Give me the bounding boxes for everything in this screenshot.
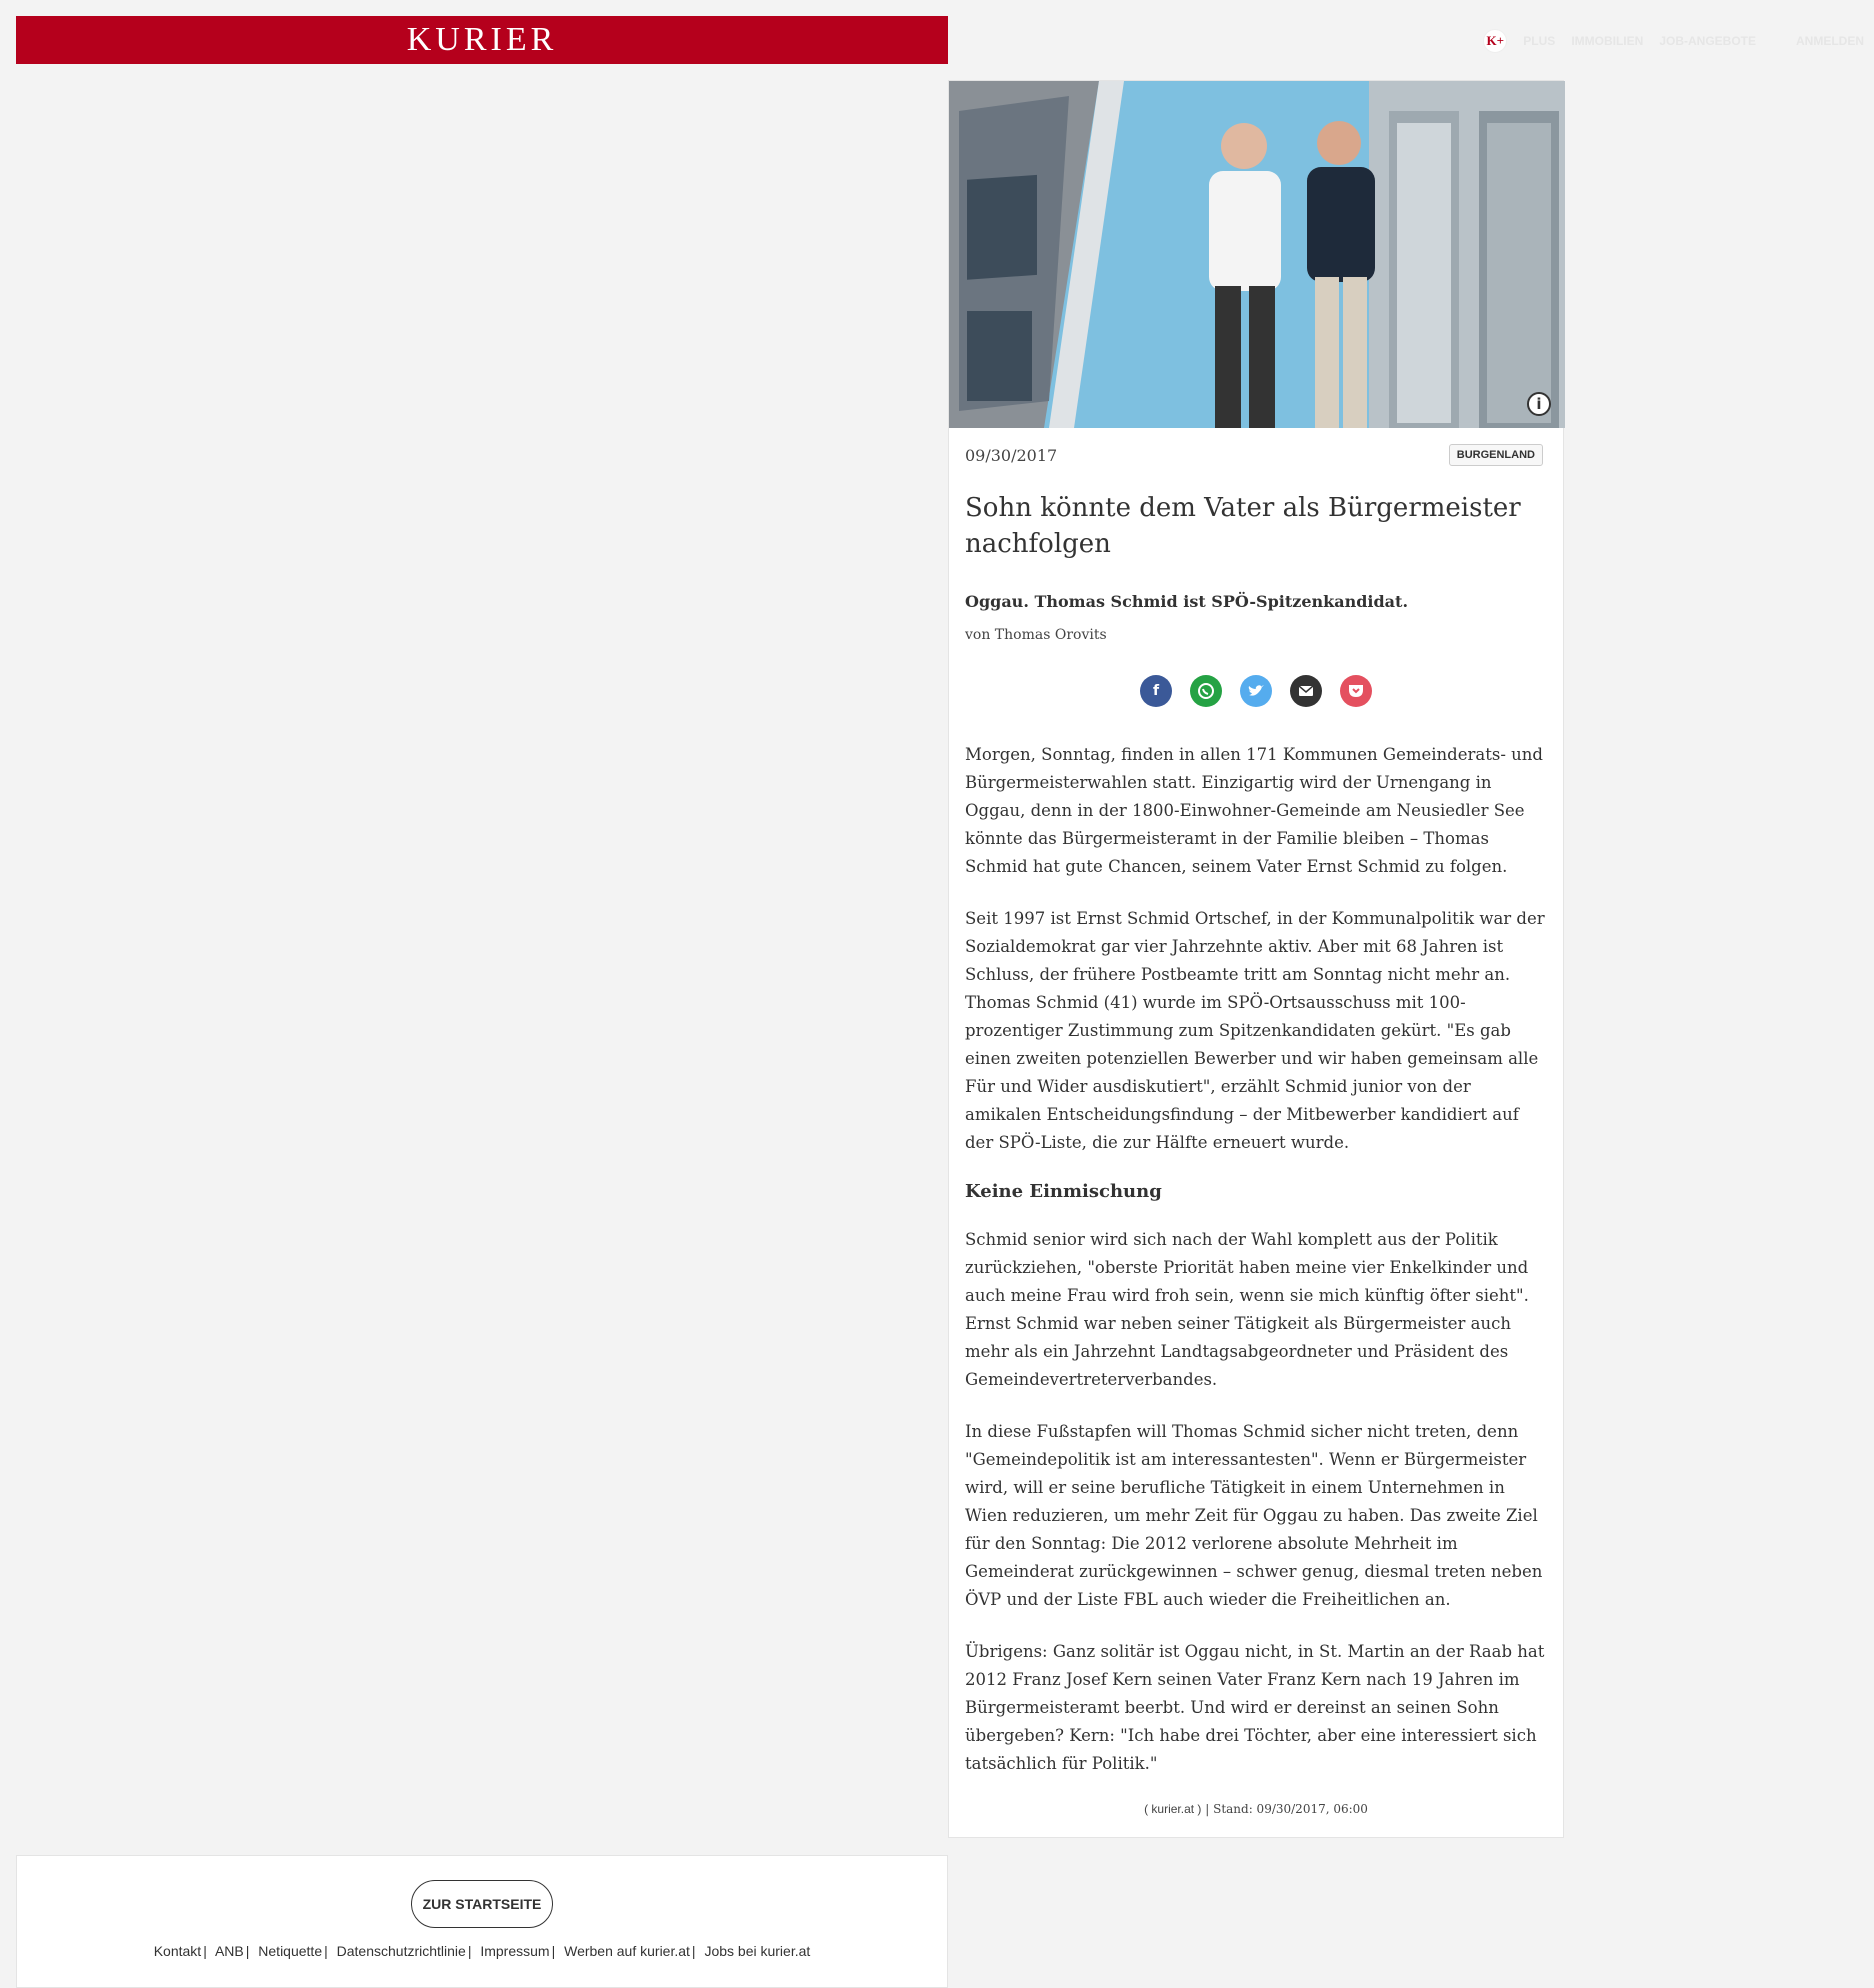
footer-link-anb[interactable]: ANB bbox=[214, 1943, 244, 1959]
article-date: 09/30/2017 bbox=[965, 445, 1058, 465]
top-navigation bbox=[1483, 26, 1864, 56]
footer-links: Kontakt | ANB | Netiquette | Datenschutzrichtlinie | Impressum | Werben auf kurier.at | Jobs bei kurier.at bbox=[153, 1943, 811, 1959]
pocket-icon[interactable] bbox=[1340, 675, 1372, 707]
article-meta bbox=[949, 444, 1563, 466]
article-paragraph: In diese Fußstapfen will Thomas Schmid sicher nicht treten, denn "Gemeindepolitik ist am interessantesten". Wenn er Bürgermeister wird, will er seine berufliche Tätigkeit in einem Unternehmen in Wien reduzieren, um mehr Zeit für Oggau zu haben. Das zweite Ziel für den Sonntag: Die 2012 verlorene absolute Mehrheit im Gemeinderat zurückgewinnen – schwer genug, diesmal treten neben ÖVP und der Liste FBL auch wieder die Freiheitlichen an. bbox=[965, 1422, 1543, 1609]
article-footer-meta bbox=[949, 1802, 1563, 1816]
footer-link-jobs[interactable]: Jobs bei kurier.at bbox=[704, 1943, 811, 1959]
footer-link-impressum[interactable]: Impressum bbox=[480, 1943, 550, 1959]
article-paragraph: Übrigens: Ganz solitär ist Oggau nicht, in St. Martin an der Raab hat 2012 Franz Josef Kern seinen Vater Franz Kern nach 19 Jahren im Bürgermeisteramt beerbt. Und wird er dereinst an seinen Sohn übergeben? Kern: "Ich habe drei Töchter, aber eine interessiert sich tatsächlich für Politik." bbox=[965, 1642, 1545, 1773]
info-icon[interactable]: i bbox=[1527, 392, 1551, 416]
footer-link-kontakt[interactable]: Kontakt bbox=[153, 1943, 202, 1959]
nav-link-immobilien[interactable]: IMMOBILIEN bbox=[1571, 34, 1644, 48]
nav-link-plus[interactable]: PLUS bbox=[1523, 34, 1556, 48]
kurier-logo[interactable]: KURIER bbox=[406, 21, 558, 58]
article-paragraph: Schmid senior wird sich nach der Wahl komplett aus der Politik zurückziehen, "oberste Priorität haben meine vier Enkelkinder und auch meine Frau wird froh sein, wenn sie mich künftig öfter sieht". Ernst Schmid war neben seiner Tätigkeit als Bürgermeister auch mehr als ein Jahrzehnt Landtagsabgeordneter und Präsident des Gemeindevertreterverbandes. bbox=[965, 1230, 1529, 1389]
logo-bar[interactable] bbox=[16, 16, 948, 64]
article-photo[interactable] bbox=[949, 81, 1565, 428]
article-source: ( kurier.at ) bbox=[1144, 1802, 1202, 1816]
footer-link-werben[interactable]: Werben auf kurier.at bbox=[564, 1943, 690, 1959]
article-author: von Thomas Orovits bbox=[965, 627, 1107, 643]
home-button[interactable]: ZUR STARTSEITE bbox=[411, 1880, 553, 1928]
article-paragraph: Morgen, Sonntag, finden in allen 171 Kommunen Gemeinderats- und Bürgermeisterwahlen statt. Einzigartig wird der Urnengang in Oggau, denn in der 1800-Einwohner-Gemeinde am Neusiedler See könnte das Bürgermeisteramt in der Familie bleiben – Thomas Schmid hat gute Chancen, seinem Vater Ernst Schmid zu folgen. bbox=[965, 745, 1543, 876]
facebook-icon[interactable]: f bbox=[1140, 675, 1172, 707]
twitter-icon[interactable] bbox=[1240, 675, 1272, 707]
article-subheading: Keine Einmischung bbox=[965, 1181, 1162, 1202]
page-footer bbox=[16, 1855, 948, 1988]
footer-link-netiquette[interactable]: Netiquette bbox=[258, 1943, 323, 1959]
login-link[interactable]: ANMELDEN bbox=[1796, 34, 1864, 48]
whatsapp-icon[interactable] bbox=[1190, 675, 1222, 707]
email-icon[interactable] bbox=[1290, 675, 1322, 707]
article-lead: Oggau. Thomas Schmid ist SPÖ-Spitzenkandidat. bbox=[965, 592, 1409, 611]
share-bar bbox=[949, 675, 1563, 707]
footer-link-datenschutz[interactable]: Datenschutzrichtlinie bbox=[336, 1943, 466, 1959]
photo-illustration bbox=[949, 81, 1565, 428]
kplus-icon[interactable]: K+ bbox=[1483, 29, 1507, 53]
article-stand: | Stand: 09/30/2017, 06:00 bbox=[1201, 1802, 1368, 1816]
article-body bbox=[949, 741, 1563, 1778]
article-title: Sohn könnte dem Vater als Bürgermeister nachfolgen bbox=[965, 493, 1521, 559]
nav-link-job-angebote[interactable]: JOB-ANGEBOTE bbox=[1659, 34, 1756, 48]
article-paragraph: Seit 1997 ist Ernst Schmid Ortschef, in der Kommunalpolitik war der Sozialdemokrat gar vier Jahrzehnte aktiv. Aber mit 68 Jahren ist Schluss, der frühere Postbeamte tritt am Sonntag nicht mehr an. Thomas Schmid (41) wurde im SPÖ-Ortsausschuss mit 100-prozentiger Zustimmung zum Spitzenkandidaten gekürt. "Es gab einen zweiten potenziellen Bewerber und wir haben gemeinsam alle Für und Wider ausdiskutiert", erzählt Schmid junior von der amikalen Entscheidungsfindung – der Mitbewerber kandidiert auf der SPÖ-Liste, die zur Hälfte erneuert wurde. bbox=[965, 909, 1545, 1152]
category-tag[interactable]: BURGENLAND bbox=[1449, 444, 1543, 466]
article-card bbox=[948, 80, 1564, 1838]
